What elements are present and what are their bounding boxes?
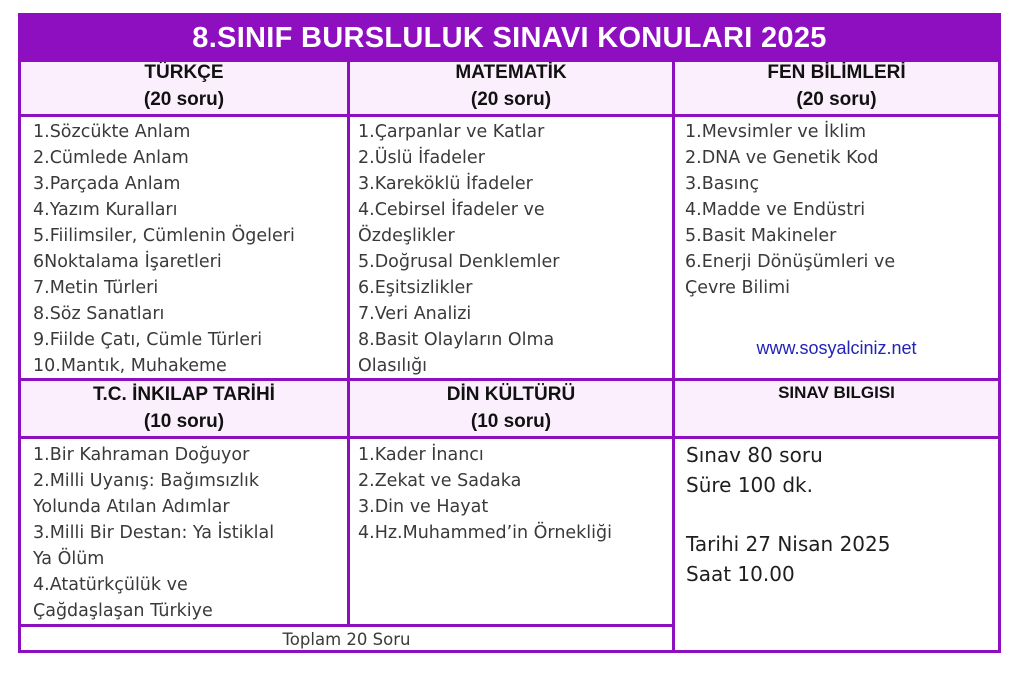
matematik-count: (20 soru) bbox=[470, 89, 552, 110]
din-title: DİN KÜLTÜRÜ bbox=[446, 384, 576, 405]
turkce-header bbox=[21, 59, 347, 115]
list-item: 3.Milli Bir Destan: Ya İstiklal bbox=[33, 523, 275, 543]
topics-table bbox=[18, 13, 1001, 653]
list-item: 4.Madde ve Endüstri bbox=[685, 200, 866, 220]
list-item: 1.Mevsimler ve İklim bbox=[685, 122, 867, 142]
exam-time: Saat 10.00 bbox=[686, 561, 795, 586]
list-item: 3.Din ve Hayat bbox=[358, 497, 489, 517]
din-topics bbox=[358, 442, 670, 622]
din-topic-list bbox=[358, 442, 670, 546]
website-link[interactable]: www.sosyalciniz.net bbox=[756, 338, 917, 358]
turkce-count: (20 soru) bbox=[143, 89, 225, 110]
din-count: (10 soru) bbox=[470, 411, 552, 432]
turkce-topics bbox=[33, 119, 345, 377]
sinav-header bbox=[675, 381, 998, 437]
matematik-title: MATEMATİK bbox=[455, 62, 567, 83]
list-item: 1.Çarpanlar ve Katlar bbox=[358, 122, 545, 142]
list-item: 5.Basit Makineler bbox=[685, 226, 837, 246]
list-item: 1.Sözcükte Anlam bbox=[33, 122, 191, 142]
turkce-title: TÜRKÇE bbox=[144, 62, 224, 83]
exam-duration: Süre 100 dk. bbox=[686, 472, 813, 497]
list-item: 7.Veri Analizi bbox=[358, 304, 472, 324]
list-item: 4.Atatürkçülük ve bbox=[33, 575, 188, 595]
din-header bbox=[350, 381, 672, 437]
list-item: 6.Enerji Dönüşümleri ve bbox=[685, 252, 896, 272]
list-item: 3.Basınç bbox=[685, 174, 760, 194]
list-item: 6.Eşitsizlikler bbox=[358, 278, 473, 298]
list-item: 5.Doğrusal Denklemler bbox=[358, 252, 560, 272]
column-divider bbox=[347, 59, 350, 627]
list-item: 8.Söz Sanatları bbox=[33, 304, 165, 324]
inkilap-header bbox=[21, 381, 347, 437]
inkilap-title: T.C. İNKILAP TARİHİ bbox=[93, 384, 275, 405]
list-item: 2.Cümlede Anlam bbox=[33, 148, 189, 168]
matematik-topics bbox=[358, 119, 670, 377]
inkilap-count: (10 soru) bbox=[143, 411, 225, 432]
page-title: 8.SINIF BURSLULUK SINAVI KONULARI 2025 bbox=[21, 16, 998, 59]
list-item: Çağdaşlaşan Türkiye bbox=[33, 601, 213, 621]
row-divider bbox=[21, 378, 998, 381]
exam-spacer bbox=[686, 500, 994, 530]
column-divider bbox=[672, 59, 675, 653]
total-footer: Toplam 20 Soru bbox=[282, 630, 411, 649]
list-item: 2.Üslü İfadeler bbox=[358, 148, 485, 168]
list-item: 9.Fiilde Çatı, Cümle Türleri bbox=[33, 330, 263, 350]
list-item: 1.Kader İnancı bbox=[358, 445, 484, 465]
sinav-info bbox=[686, 441, 994, 631]
list-item: Özdeşlikler bbox=[358, 226, 455, 246]
list-item: 2.Milli Uyanış: Bağımsızlık bbox=[33, 471, 259, 491]
exam-question-count: Sınav 80 soru bbox=[686, 443, 823, 467]
list-item: 3.Parçada Anlam bbox=[33, 174, 181, 194]
list-item: 4.Hz.Muhammed’in Örnekliği bbox=[358, 523, 613, 543]
list-item: Yolunda Atılan Adımlar bbox=[33, 497, 230, 517]
list-item: 4.Cebirsel İfadeler ve bbox=[358, 200, 545, 220]
list-item: 8.Basit Olayların Olma bbox=[358, 330, 555, 350]
list-item: 6Noktalama İşaretleri bbox=[33, 252, 222, 272]
list-item: 5.Fiilimsiler, Cümlenin Ögeleri bbox=[33, 226, 295, 246]
list-item: 4.Yazım Kuralları bbox=[33, 200, 178, 220]
list-item: 10.Mantık, Muhakeme bbox=[33, 356, 227, 376]
list-item: 2.Zekat ve Sadaka bbox=[358, 471, 522, 491]
sinav-title: SINAV BILGISI bbox=[778, 383, 895, 402]
list-item: 7.Metin Türleri bbox=[33, 278, 159, 298]
list-item: 3.Kareköklü İfadeler bbox=[358, 174, 533, 194]
row-divider bbox=[21, 436, 998, 439]
turkce-topic-list bbox=[33, 119, 345, 379]
fen-count: (20 soru) bbox=[796, 89, 877, 110]
list-item: 1.Bir Kahraman Doğuyor bbox=[33, 445, 250, 465]
list-item: 2.DNA ve Genetik Kod bbox=[685, 148, 879, 168]
list-item: Olasılığı bbox=[358, 356, 428, 376]
fen-header bbox=[675, 59, 998, 115]
exam-date: Tarihi 27 Nisan 2025 bbox=[686, 532, 891, 556]
fen-topic-list bbox=[685, 119, 997, 301]
list-item: Çevre Bilimi bbox=[685, 278, 790, 298]
matematik-topic-list bbox=[358, 119, 670, 379]
fen-title: FEN BİLİMLERİ bbox=[767, 62, 906, 83]
row-divider bbox=[21, 59, 998, 62]
inkilap-topic-list bbox=[33, 442, 345, 624]
inkilap-topics bbox=[33, 442, 345, 622]
matematik-header bbox=[350, 59, 672, 115]
row-divider bbox=[21, 114, 998, 117]
list-item: Ya Ölüm bbox=[33, 549, 105, 569]
